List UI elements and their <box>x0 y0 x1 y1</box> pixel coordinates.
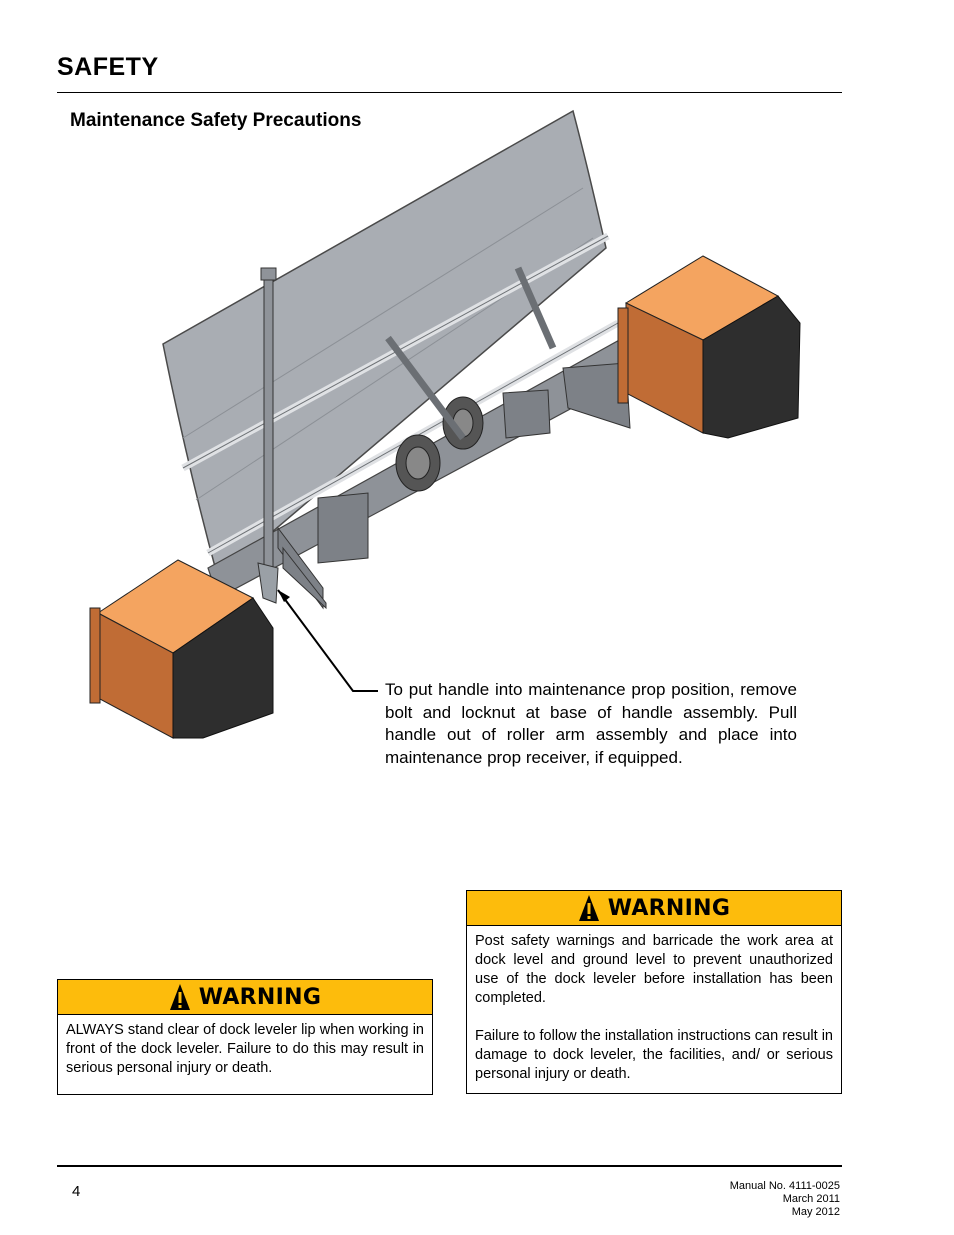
warning-box-installation <box>466 890 842 1094</box>
figure-callout-text: To put handle into maintenance prop position, remove bolt and locknut at base of handle assembly. Pull handle out of roller arm assembly and place into maintenance prop receiver, if equipped. <box>385 680 797 767</box>
section-title: SAFETY <box>57 53 159 81</box>
warning-body <box>467 926 841 1084</box>
handle <box>264 273 273 573</box>
warning-triangle-icon <box>578 894 600 922</box>
page-number: 4 <box>72 1183 81 1200</box>
callout-leader <box>278 590 378 691</box>
revision-date: May 2012 <box>791 1206 840 1218</box>
warning-banner <box>467 891 841 926</box>
warning-banner <box>58 980 432 1015</box>
footer-rule <box>57 1165 842 1167</box>
manual-info <box>730 1180 840 1219</box>
dock-leveler-illustration <box>78 108 818 748</box>
warning-paragraph: Post safety warnings and barricade the work area at dock level and ground level to prevent unauthorized use of the dock leveler before installation has been completed. <box>475 933 833 1006</box>
warning-triangle-icon <box>169 983 191 1011</box>
warning-paragraph: Failure to follow the installation instructions can result in damage to dock leveler, the facilities, and/ or serious personal injury or death. <box>475 1028 833 1082</box>
header-rule <box>57 92 842 93</box>
subsection-title: Maintenance Safety Precautions <box>70 110 362 131</box>
revision-date: March 2011 <box>782 1193 840 1205</box>
warning-label: WARNING <box>607 895 731 921</box>
warning-paragraph: ALWAYS stand clear of dock leveler lip when working in front of the dock leveler. Failure to do this may result in serious personal injury or death. <box>66 1022 424 1076</box>
manual-number: Manual No. 4111-0025 <box>729 1180 840 1192</box>
warning-label: WARNING <box>198 984 322 1010</box>
warning-box-lip <box>57 979 433 1095</box>
warning-body <box>58 1015 432 1078</box>
